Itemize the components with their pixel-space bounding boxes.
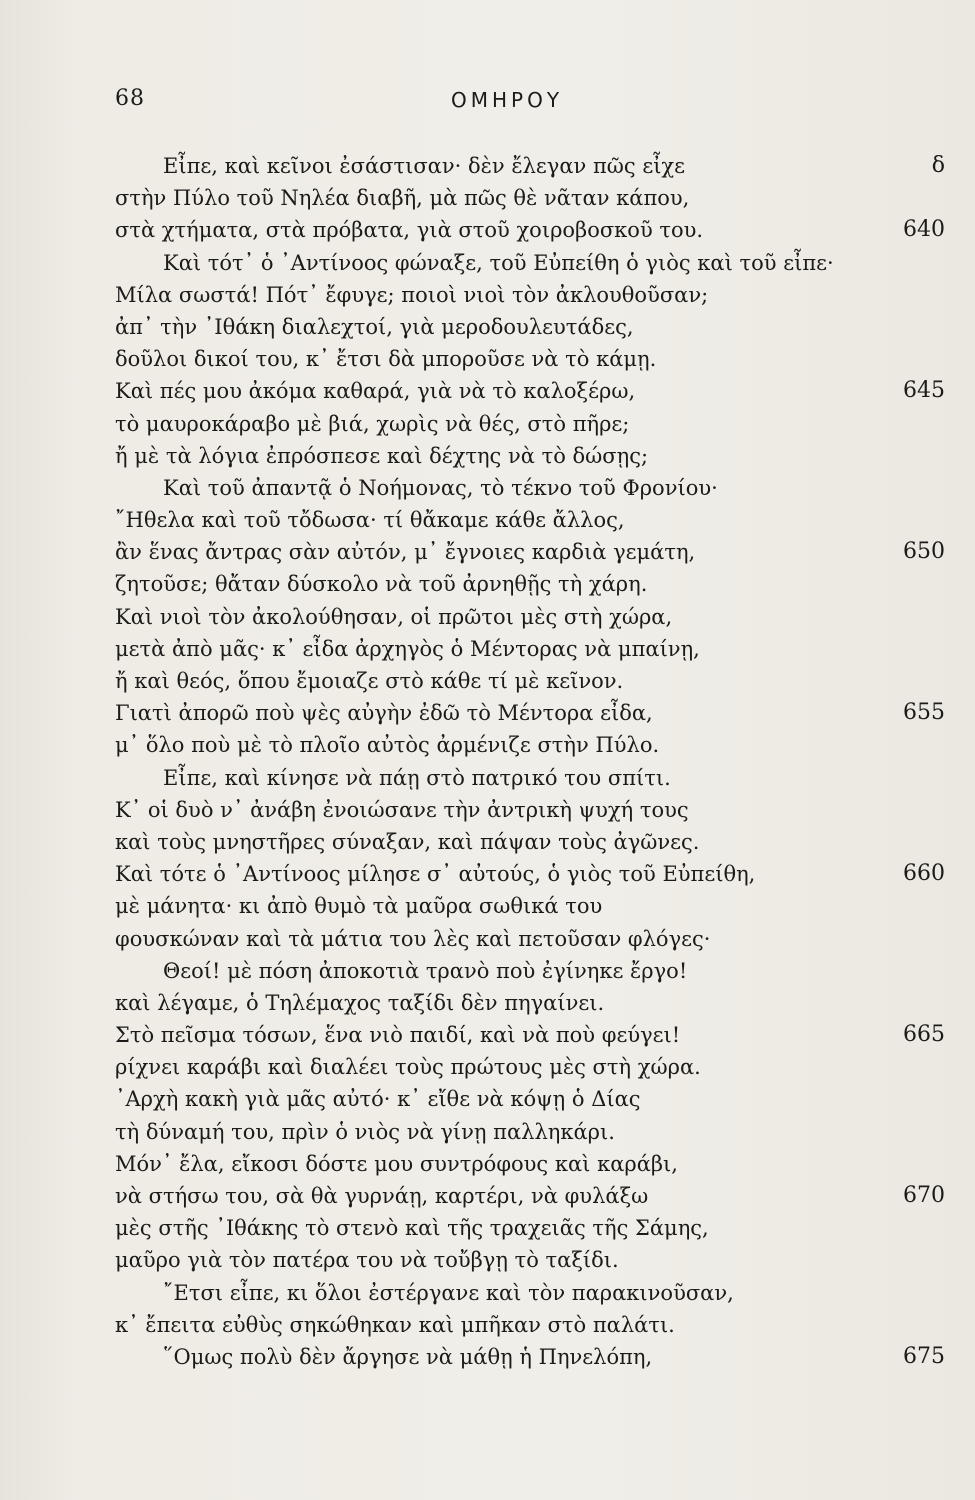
- verse-text: ζητοῦσε; θἄταν δύσκολο νὰ τοῦ ἀρνηθῇς τὴ χάρη.: [115, 572, 648, 597]
- verse-text: ᾽Αρχὴ κακὴ γιὰ μᾶς αὐτό· κ᾽ εἴθε νὰ κόψῃ ὁ Δίας: [115, 1087, 641, 1112]
- verse-line: [115, 987, 945, 1019]
- verse-line: [115, 1116, 945, 1148]
- verse-line: [115, 794, 945, 826]
- verse-text: Καὶ πές μου ἀκόμα καθαρά, γιὰ νὰ τὸ καλοξέρω,: [115, 379, 636, 404]
- line-number: δ: [931, 153, 945, 178]
- verse-text: μ᾽ ὅλο ποὺ μὲ τὸ πλοῖο αὐτὸς ἀρμένιζε στὴν Πύλο.: [115, 733, 660, 758]
- verse-text: κ᾽ ἔπειτα εὐθὺς σηκώθηκαν καὶ μπῆκαν στὸ παλάτι.: [115, 1312, 675, 1337]
- verse-line: [115, 247, 945, 279]
- line-number: 660: [903, 861, 945, 887]
- verse-text: Καὶ τοῦ ἀπαντᾷ ὁ Νοήμονας, τὸ τέκνο τοῦ Φρονίου·: [163, 475, 718, 500]
- verse-line: [115, 665, 945, 697]
- verse-line: [115, 1051, 945, 1083]
- verse-text: στὰ χτήματα, στὰ πρόβατα, γιὰ στοῦ χοιροβοσκοῦ του.: [115, 218, 704, 243]
- verse-text: Εἶπε, καὶ κίνησε νὰ πάῃ στὸ πατρικό του σπίτι.: [163, 765, 671, 790]
- verse-line: [115, 568, 945, 600]
- page-header: [115, 86, 935, 116]
- verse-text: ἤ μὲ τὰ λόγια ἐπρόσπεσε καὶ δέχτης νὰ τὸ δώσῃς;: [115, 443, 649, 468]
- verse-text: Γιατὶ ἀπορῶ ποὺ ψὲς αὐγὴν ἐδῶ τὸ Μέντορα εἶδα,: [115, 701, 653, 726]
- verse-text: τὴ δύναμή του, πρὶν ὁ νιὸς νὰ γίνῃ παλληκάρι.: [115, 1119, 615, 1144]
- verse-line: [115, 1309, 945, 1341]
- verse-line: [115, 150, 945, 182]
- verse-text: μὲ μάνητα· κι ἀπὸ θυμὸ τὰ μαῦρα σωθικά του: [115, 894, 603, 919]
- verse-line: [115, 633, 945, 665]
- verse-text: νὰ στήσω του, σὰ θὰ γυρνάῃ, καρτέρι, νὰ φυλάξω: [115, 1184, 649, 1208]
- poem-text: [115, 150, 945, 1373]
- verse-text: Καὶ τότε ὁ ᾽Αντίνοος μίλησε σ᾽ αὐτούς, ὁ γιὸς τοῦ Εὐπείθη,: [115, 862, 756, 887]
- verse-line: [115, 343, 945, 375]
- line-number: 665: [903, 1022, 945, 1048]
- verse-text: Μόν᾽ ἔλα, εἴκοσι δόστε μου συντρόφους καὶ καράβι,: [115, 1151, 678, 1176]
- verse-line: [115, 923, 945, 955]
- line-number: 650: [903, 539, 945, 565]
- verse-text: Κ᾽ οἱ δυὸ ν᾽ ἀνάβη ἐνοιώσανε τὴν ἀντρικὴ ψυχή τους: [115, 797, 689, 822]
- verse-text: Εἶπε, καὶ κεῖνοι ἐσάστισαν· δὲν ἔλεγαν πῶς εἶχε: [163, 154, 686, 178]
- line-number: 645: [903, 378, 945, 404]
- verse-line: [115, 762, 945, 794]
- verse-text: Μίλα σωστά! Πότ᾽ ἔφυγε; ποιοὶ νιοὶ τὸν ἀκλουθοῦσαν;: [115, 282, 709, 307]
- verse-line: [115, 182, 945, 214]
- verse-line: [115, 279, 945, 311]
- verse-line: [115, 1019, 945, 1051]
- verse-text: ρίχνει καράβι καὶ διαλέει τοὺς πρώτους μὲς στὴ χώρα.: [115, 1055, 701, 1080]
- verse-text: δοῦλοι δικοί του, κ᾽ ἔτσι δὰ μποροῦσε νὰ τὸ κάμῃ.: [115, 347, 657, 372]
- verse-line: [115, 440, 945, 472]
- verse-text: Στὸ πεῖσμα τόσων, ἕνα νιὸ παιδί, καὶ νὰ ποὺ φεύγει!: [115, 1023, 681, 1048]
- verse-line: [115, 601, 945, 633]
- verse-text: μετὰ ἀπὸ μᾶς· κ᾽ εἶδα ἀρχηγὸς ὁ Μέντορας νὰ μπαίνῃ,: [115, 636, 700, 661]
- verse-line: [115, 1083, 945, 1115]
- line-number: 655: [903, 700, 945, 726]
- verse-text: Καὶ νιοὶ τὸν ἀκολούθησαν, οἱ πρῶτοι μὲς στὴ χώρα,: [115, 604, 673, 629]
- verse-text: καὶ λέγαμε, ὁ Τηλέμαχος ταξίδι δὲν πηγαίνει.: [115, 990, 605, 1015]
- verse-text: ῎Ετσι εἶπε, κι ὅλοι ἐστέργανε καὶ τὸν παρακινοῦσαν,: [163, 1280, 734, 1305]
- verse-text: ῞Ομως πολὺ δὲν ἄργησε νὰ μάθῃ ἡ Πηνελόπη,: [163, 1344, 653, 1369]
- verse-text: ἤ καὶ θεός, ὅπου ἔμοιαζε στὸ κάθε τί μὲ κεῖνον.: [115, 669, 624, 693]
- running-title: ΟΜΗΡΟΥ: [451, 88, 564, 112]
- verse-text: ἀπ᾽ τὴν ᾽Ιθάκη διαλεχτοί, γιὰ μεροδουλευτάδες,: [115, 314, 634, 339]
- verse-text: Θεοί! μὲ πόση ἀποκοτιὰ τρανὸ ποὺ ἐγίνηκε ἔργο!: [163, 958, 688, 983]
- verse-text: ἂν ἕνας ἄντρας σὰν αὐτόν, μ᾽ ἔγνοιες καρδιὰ γεμάτη,: [115, 540, 696, 565]
- verse-line: [115, 1212, 945, 1244]
- verse-text: στὴν Πύλο τοῦ Νηλέα διαβῆ, μὰ πῶς θὲ νᾶταν κάπου,: [115, 186, 690, 211]
- page-number: 68: [115, 86, 145, 111]
- verse-line: [115, 1244, 945, 1276]
- verse-line: [115, 472, 945, 504]
- verse-line: [115, 955, 945, 987]
- verse-line: [115, 504, 945, 536]
- verse-line: [115, 1180, 945, 1212]
- verse-line: [115, 408, 945, 440]
- verse-text: μὲς στῆς ᾽Ιθάκης τὸ στενὸ καὶ τῆς τραχειᾶς τῆς Σάμης,: [115, 1216, 709, 1241]
- verse-line: [115, 311, 945, 343]
- verse-text: φουσκώναν καὶ τὰ μάτια του λὲς καὶ πετοῦσαν φλόγες·: [115, 926, 711, 951]
- verse-text: ῎Ηθελα καὶ τοῦ τὄδωσα· τί θἄκαμε κάθε ἄλλος,: [115, 508, 625, 533]
- verse-line: [115, 890, 945, 922]
- verse-line: [115, 1148, 945, 1180]
- verse-line: [115, 729, 945, 761]
- verse-text: καὶ τοὺς μνηστῆρες σύναξαν, καὶ πάψαν τοὺς ἀγῶνες.: [115, 829, 700, 854]
- verse-line: [115, 1277, 945, 1309]
- verse-line: [115, 826, 945, 858]
- verse-text: μαῦρο γιὰ τὸν πατέρα του νὰ τοὔβγῃ τὸ ταξίδι.: [115, 1248, 619, 1273]
- line-number: 675: [903, 1343, 945, 1369]
- line-number: 640: [903, 217, 945, 243]
- verse-line: [115, 375, 945, 407]
- verse-line: [115, 858, 945, 890]
- verse-line: [115, 1341, 945, 1373]
- verse-text: Καὶ τότ᾽ ὁ ᾽Αντίνοος φώναξε, τοῦ Εὐπείθη ὁ γιὸς καὶ τοῦ εἶπε·: [163, 250, 834, 275]
- verse-line: [115, 536, 945, 568]
- verse-text: τὸ μαυροκάραβο μὲ βιά, χωρὶς νὰ θές, στὸ πῆρε;: [115, 411, 630, 436]
- verse-line: [115, 214, 945, 246]
- line-number: 670: [903, 1183, 945, 1208]
- verse-line: [115, 697, 945, 729]
